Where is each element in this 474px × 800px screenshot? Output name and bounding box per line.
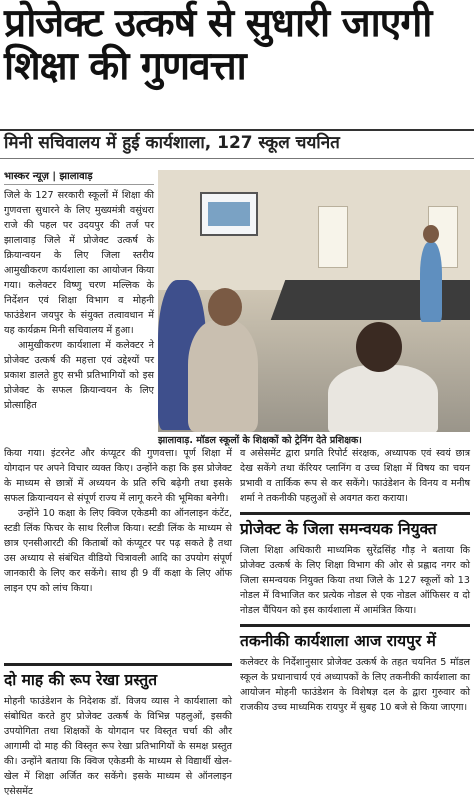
section-title: दो माह की रूप रेखा प्रस्तुत xyxy=(4,663,232,690)
photo-window xyxy=(318,206,348,268)
attendee-figure xyxy=(328,365,438,432)
projector-screen xyxy=(200,192,258,236)
section-text: जिला शिक्षा अधिकारी माध्यमिक सुरेंद्रसिंह गौड़ ने बताया कि प्रोजेक्ट उत्कर्ष के लिए शिक्षा विभाग की ओर से प्रह्लाद नगर को जिला समन्वयक नियुक्त किया तथा जिले के 127 स्कूलों को 13 नोडल में विभाजित कर प्रत्येक नोडल से एक नोडल ऑफिसर व दो नोडल चैंपियन को इस कार्यशाला में आमंत्रित किया। xyxy=(240,545,470,616)
byline: भास्कर न्यूज़ | झालावाड़ xyxy=(4,168,154,185)
paragraph: आमुखीकरण कार्यशाला में कलेक्टर ने प्रोजेक्ट उत्कर्ष की महत्ता एवं उद्देश्यों पर प्रकाश डालते हुए सभी प्रतिभागियों को इस प्रोजेक्ट के सफल क्रियान्वयन के लिए प्रोत्साहित xyxy=(4,340,154,411)
column-right xyxy=(240,446,470,715)
paragraph: किया गया। इंटरनेट और कंप्यूटर की गुणवत्ता। पूर्ण शिक्षा में योगदान पर अपने विचार व्यक्त किए। उन्होंने कहा कि इस प्रोजेक्ट के माध्यम से छात्रों में अध्ययन के प्रति रुचि बढ़ेगी तथा इसके सफल क्रियान्वयन से संपूर्ण राज्य में लागू करने की भूमिका बनेगी। xyxy=(4,448,232,504)
section-title: तकनीकी कार्यशाला आज रायपुर में xyxy=(240,624,470,651)
trainer-figure xyxy=(420,242,442,322)
photo-caption: झालावाड़. मॉडल स्कूलों के शिक्षकों को ट्रेनिंग देते प्रशिक्षक। xyxy=(158,435,362,446)
column-a xyxy=(4,188,154,413)
paragraph: उन्होंने 10 कक्षा के लिए क्विज एकेडमी का ऑनलाइन कंटेंट, स्टडी लिंक फिचर के साथ रिलीज किया। स्टडी लिंक के माध्यम से छात्र एनसीआरटी की किताबों को कंप्यूटर पर पढ़ सकते है तथा उस अध्याय से संबंधित वीडियो चित्रावली आदि का उपयोग संपूर्ण जानकारी के लिए कर सकेंगे। साथ ही 9 वीं कक्षा के लिए ऑफ लाइन एप को लांच किया। xyxy=(4,508,232,594)
paragraph: व असेसमेंट द्वारा प्रगति रिपोर्ट संरक्षक, अध्यापक एवं स्वयं छात्र देख सकेंगे तथा कॅरियर प्लानिंग व उच्च शिक्षा में विषय का चयन प्रभावी व तार्किक रूप से कर सकेंगे। फाउंडेशन के विनय व मनीष शर्मा ने तकनीकी पहलुओं से अवगत करा कराया। xyxy=(240,448,470,504)
training-photo xyxy=(158,170,470,432)
section-left xyxy=(4,663,232,799)
attendee-head xyxy=(208,288,242,326)
section-text: मोहनी फाउंडेशन के निदेशक डॉ. विजय व्यास ने कार्यशाला को संबोधित करते हुए प्रोजेक्ट उत्कर्ष के विभिन्न पहलुओं, इसकी उपयोगिता तथा शिक्षकों के योगदान पर विस्तृत चर्चा की और आगामी दो माह की विस्तृत रूप रेखा प्रतिभागियों के समक्ष प्रस्तुत की। उन्होंने बताया कि क्विज एकेडमी के माध्यम से विद्यार्थी खेल-खेल में शिक्षा अर्जित कर सकेंगे। इसके माध्यम से ऑनलाइन एसेसमेंट xyxy=(4,696,232,797)
section-title: प्रोजेक्ट के जिला समन्वयक नियुक्त xyxy=(240,512,470,539)
headline-rule xyxy=(0,129,474,131)
deck: मिनी सचिवालय में हुई कार्यशाला, 127 स्कूल चयनित xyxy=(4,133,340,153)
column-left-body xyxy=(4,446,232,596)
section-district-coordinator xyxy=(240,512,470,618)
trainer-head xyxy=(423,225,439,243)
attendee-figure xyxy=(188,320,258,432)
headline: प्रोजेक्ट उत्कर्ष से सुधारी जाएगी शिक्षा की गुणवत्ता xyxy=(4,1,432,89)
section-text: कलेक्टर के निर्देशानुसार प्रोजेक्ट उत्कर्ष के तहत चयनित 5 मॉडल स्कूल के प्रधानाचार्य एवं अध्यापकों के लिए तकनीकी कार्यशाला का आयोजन मोहनी फाउंडेशन के विशेषज्ञ दल के द्वारा गुरुवार को राजकीय उच्च माध्यमिक रायपुर में सुबह 10 बजे से किया जाएगा। xyxy=(240,657,470,713)
deck-rule xyxy=(0,158,474,159)
section-technical-workshop xyxy=(240,624,470,715)
paragraph: जिले के 127 सरकारी स्कूलों में शिक्षा की गुणवत्ता सुधारने के लिए मुख्यमंत्री वसुंधरा राजे की पहल पर उदयपुर की तर्ज पर झालावाड़ जिले में प्रोजेक्ट उत्कर्ष के क्रियान्वयन के लिए जिला स्तरीय आमुखीकरण कार्यशाला का आयोजन किया गया। कलेक्टर विष्णु चरण मल्लिक के निर्देशन एवं शिक्षा विभाग व मोहनी फाउंडेशन जयपुर के संयुक्त तत्वावधान में यह कार्यक्रम मिनी सचिवालय में हुआ। xyxy=(4,190,154,336)
attendee-head xyxy=(356,322,402,372)
